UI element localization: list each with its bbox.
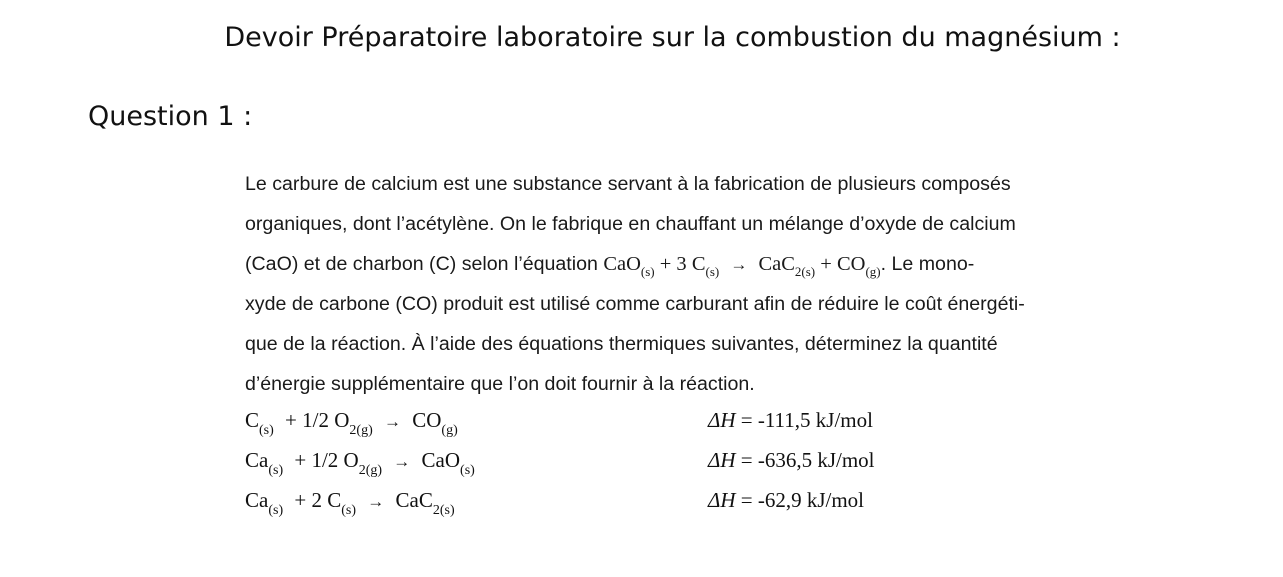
enthalpy-value <box>708 480 864 520</box>
reactant: C <box>327 488 342 512</box>
reactant: O <box>343 448 359 472</box>
paragraph-text: (CaO) et de charbon (C) selon l’équation <box>245 253 598 275</box>
state-subscript: (s) <box>640 264 655 279</box>
question-text <box>245 164 1150 404</box>
enthalpy-value <box>708 440 875 480</box>
delta-h-value: = -62,9 kJ/mol <box>740 488 865 512</box>
state-subscript: (s) <box>341 503 356 518</box>
formula-c: C <box>691 253 706 275</box>
state-subscript: (s) <box>268 463 284 478</box>
plus-coefficient: + 1/2 <box>294 448 339 472</box>
state-subscript: (s) <box>705 264 720 279</box>
thermo-equation-3 <box>245 480 945 520</box>
formula-co: CO <box>836 253 866 275</box>
question-label: Question 1 : <box>88 101 253 132</box>
page-title: Devoir Préparatoire laboratoire sur la combustion du magnésium : <box>224 22 1121 53</box>
delta-h-label: ΔH <box>708 448 736 472</box>
thermo-equation-2 <box>245 440 945 480</box>
paragraph-text: . Le mono- <box>880 253 975 275</box>
state-subscript: (g) <box>865 264 881 279</box>
state-subscript: (s) <box>259 423 274 438</box>
paragraph-line: organiques, dont l’acétylène. On le fabrique en chauffant un mélange d’oxyde de calcium <box>245 213 1016 235</box>
equation-lhs <box>245 480 455 522</box>
reactant: C <box>245 408 260 432</box>
paragraph-line: d’énergie supplémentaire que l’on doit fournir à la réaction. <box>245 373 755 395</box>
state-subscript: 2(g) <box>349 423 373 438</box>
reaction-arrow-icon: → <box>367 492 385 511</box>
enthalpy-value <box>708 400 873 440</box>
paragraph-line: Le carbure de calcium est une substance servant à la fabrication de plusieurs composés <box>245 173 1011 195</box>
thermo-equation-1 <box>245 400 945 440</box>
formula-cac2: CaC <box>758 253 795 275</box>
state-subscript: 2(s) <box>794 264 816 279</box>
delta-h-label: ΔH <box>708 408 736 432</box>
plus-coefficient: + 3 <box>659 253 687 275</box>
plus-coefficient: + 1/2 <box>285 408 329 432</box>
state-subscript: (g) <box>441 423 458 438</box>
paragraph-line: que de la réaction. À l’aide des équations thermiques suivantes, déterminez la quantité <box>245 333 998 355</box>
reaction-arrow-icon: → <box>383 412 401 431</box>
equation-lhs <box>245 440 475 482</box>
delta-h-value: = -111,5 kJ/mol <box>740 408 873 432</box>
delta-h-value: = -636,5 kJ/mol <box>740 448 875 472</box>
reactant: O <box>334 408 350 432</box>
product: CaO <box>421 448 461 472</box>
reactant: Ca <box>245 488 269 512</box>
plus-sign: + <box>820 253 832 275</box>
reaction-arrow-icon: → <box>730 255 748 274</box>
inline-equation <box>603 253 881 279</box>
paragraph-line-with-equation <box>245 244 1150 284</box>
state-subscript: 2(s) <box>432 503 455 518</box>
state-subscript: 2(g) <box>358 463 383 478</box>
reaction-arrow-icon: → <box>393 452 411 471</box>
product: CaC <box>395 488 433 512</box>
state-subscript: (s) <box>268 503 284 518</box>
state-subscript: (s) <box>460 463 475 478</box>
product: CO <box>412 408 442 432</box>
paragraph-line: xyde de carbone (CO) produit est utilisé comme carburant afin de réduire le coût énergéti- <box>245 293 1025 315</box>
delta-h-label: ΔH <box>708 488 736 512</box>
plus-coefficient: + 2 <box>294 488 322 512</box>
equation-lhs <box>245 400 458 442</box>
formula-cao: CaO <box>603 253 641 275</box>
reactant: Ca <box>245 448 269 472</box>
